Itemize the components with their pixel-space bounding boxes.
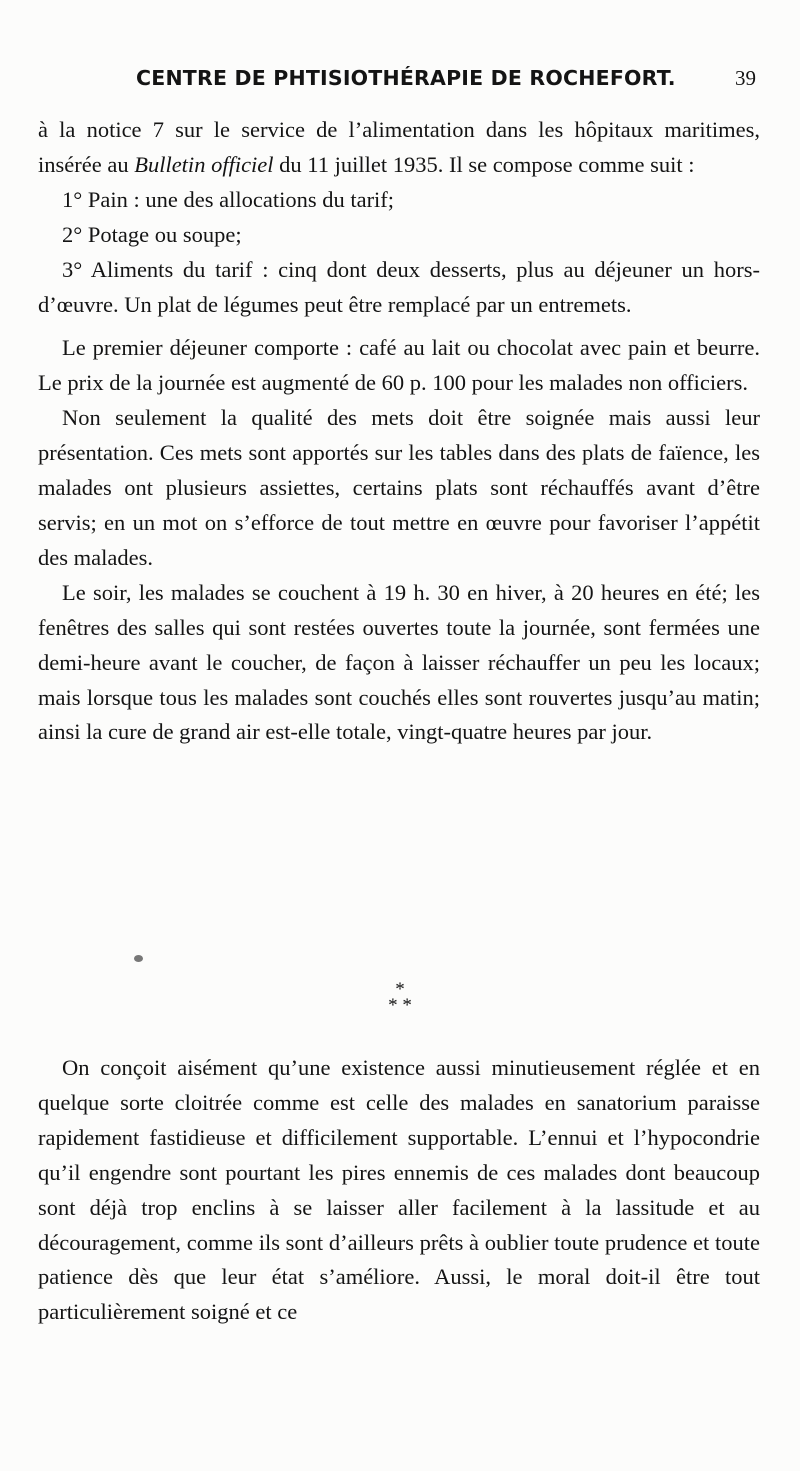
paragraph-breakfast: Le premier déjeuner comporte : café au lait ou chocolat avec pain et beurre. Le prix de la journée est augmenté de 60 p. 100 pour les malades non officiers. bbox=[38, 335, 760, 396]
separator-bottom-stars: * * bbox=[388, 995, 412, 1016]
paragraph-morale: On conçoit aisément qu’une existence aussi minutieusement réglée et en quelque sorte cloitrée comme est celle des malades en sanatorium paraisse rapidement fastidieuse et difficilement supportable. L’ennui et l’hypocondrie qu’il engendre sont pourtant les pires ennemis de ces malades dont beaucoup sont déjà trop enclins à se laisser aller facilement à la lassitude et au découragement, comme ils sont d’ailleurs prêts à oublier toute prudence et toute patience dès que leur état s’améliore. Aussi, le moral doit-il être tout particulièrement soigné et ce bbox=[38, 1055, 760, 1325]
section-separator bbox=[370, 979, 430, 1016]
paragraph-text: du 11 juillet 1935. Il se compose comme suit : bbox=[273, 151, 695, 177]
list-item-foods: 3° Aliments du tarif : cinq dont deux desserts, plus au déjeuner un hors-d’œuvre. Un plat de légumes peut être remplacé par un entremets. bbox=[38, 256, 760, 317]
paragraph-continuation bbox=[38, 113, 760, 183]
paragraph-presentation: Non seulement la qualité des mets doit être soignée mais aussi leur présentation. Ces mets sont apportés sur les tables dans des plats de faïence, les malades ont plusieurs assiettes, certains plats sont réchauffés avant d’être servis; en un mot on s’efforce de tout mettre en œuvre pour favoriser l’appétit des malades. bbox=[38, 405, 760, 570]
page-header bbox=[38, 66, 758, 96]
separator-top-star: * bbox=[395, 979, 405, 1000]
ink-speck bbox=[134, 955, 143, 962]
second-text-block bbox=[38, 1051, 760, 1330]
main-text-block bbox=[38, 113, 760, 750]
list-item-soup: 2° Potage ou soupe; bbox=[62, 221, 242, 247]
running-title: CENTRE DE PHTISIOTHÉRAPIE DE ROCHEFORT. bbox=[136, 66, 676, 90]
list-item-bread: 1° Pain : une des allocations du tarif; bbox=[62, 186, 395, 212]
paragraph-text: à la notice 7 sur le service de l’alimentation dans les hôpitaux maritimes, insérée au bbox=[38, 117, 760, 177]
bulletin-title: Bulletin officiel bbox=[134, 151, 274, 177]
page-number: 39 bbox=[735, 66, 756, 90]
paragraph-evening: Le soir, les malades se couchent à 19 h. 30 en hiver, à 20 heures en été; les fenêtres des salles qui sont restées ouvertes toute la journée, sont fermées une demi-heure avant le coucher, de façon à laisser réchauffer un peu les locaux; mais lorsque tous les malades sont couchés elles sont rouvertes jusqu’au matin; ainsi la cure de grand air est-elle totale, vingt-quatre heures par jour. bbox=[38, 579, 760, 745]
